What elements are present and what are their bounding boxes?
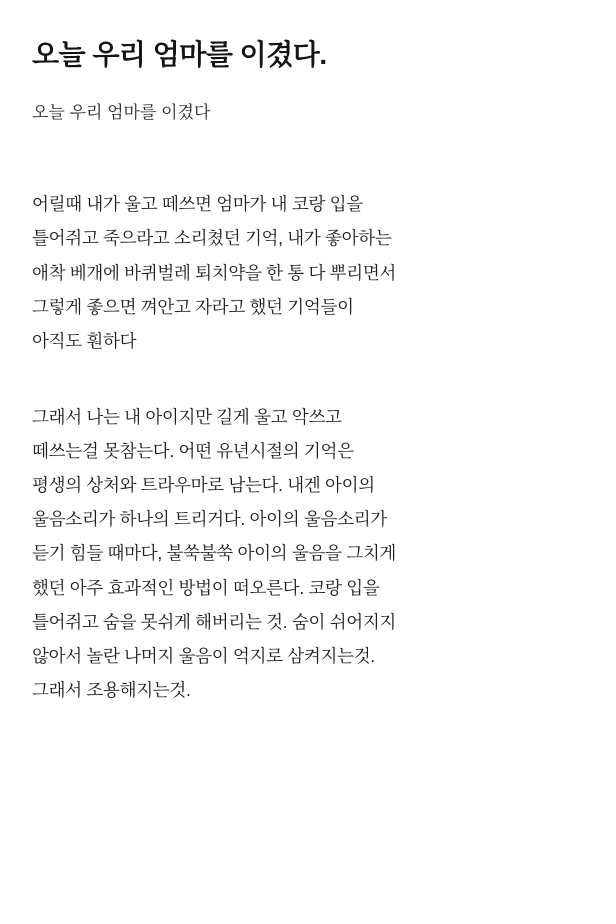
page-title: 오늘 우리 엄마를 이겼다. [32,39,327,70]
body-paragraph-2: 그래서 나는 내 아이지만 길게 울고 악쓰고 떼쓰는걸 못참는다. 어떤 유년시절의 기억은 평생의 상처와 트라우마로 남는다. 내겐 아이의 울음소리가 하나의 트리거다. 아이의 울음소리가 듣기 힘들 때마다, 불쑥불쑥 아이의 울음을 그치게 했던 아주 효과적인 방법이 떠오른다. 코랑 입을 틀어쥐고 숨을 못쉬게 해버리는 것. 숨이 쉬어지지 않아서 놀란 나머지 울음이 억지로 삼켜지는것. 그래서 조용해지는것. [32,406,397,700]
document-subtitle: 오늘 우리 엄마를 이겼다 [32,102,211,122]
body-paragraph-1: 어릴때 내가 울고 떼쓰면 엄마가 내 코랑 입을 틀어쥐고 죽으라고 소리쳤던 기억, 내가 좋아하는 애착 베개에 바퀴벌레 퇴치약을 한 통 다 뿌리면서 그렇게 좋으면 껴안고 자라고 했던 기억들이 아직도 훤하다 [32,194,397,351]
